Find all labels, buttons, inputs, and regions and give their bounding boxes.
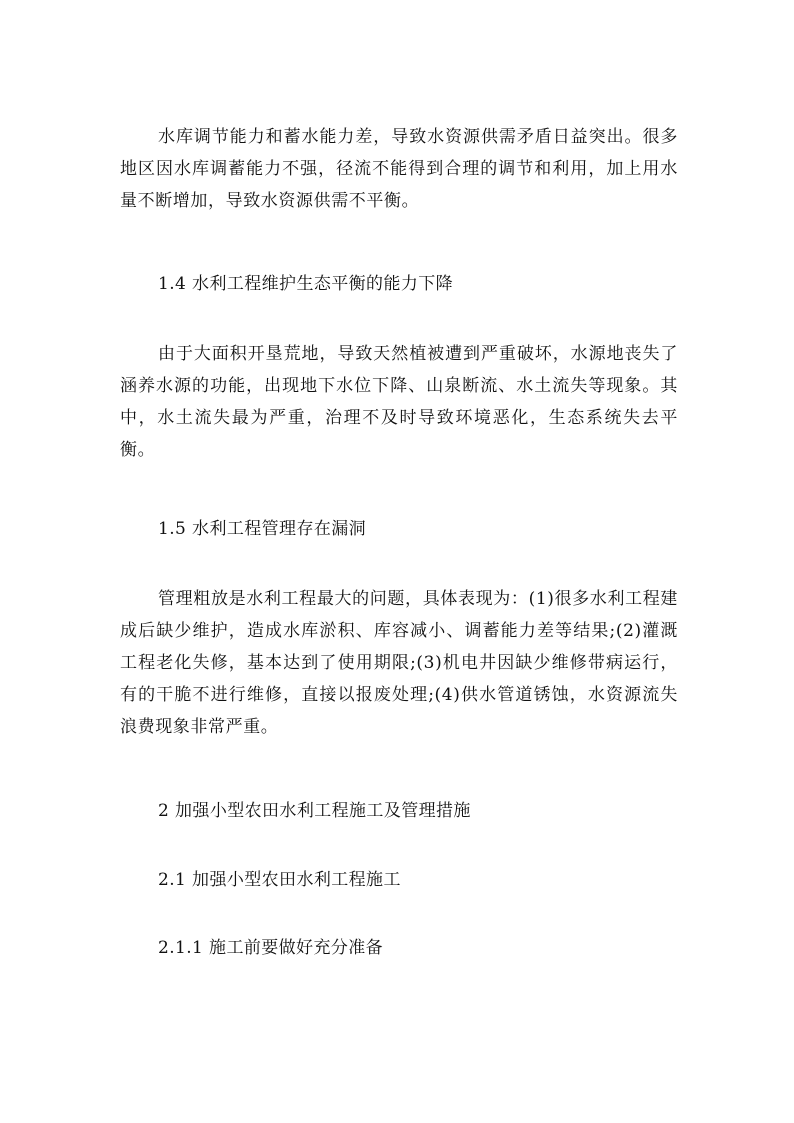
paragraph-ecological-balance: 由于大面积开垦荒地，导致天然植被遭到严重破坏，水源地丧失了涵养水源的功能，出现地下水位下降、山泉断流、水土流失等现象。其中，水土流失最为严重，治理不及时导致环境恶化，生态系统失去平衡。 [120,344,678,460]
heading-1-5: 1.5 水利工程管理存在漏洞 [158,519,367,539]
paragraph-reservoir-capacity: 水库调节能力和蓄水能力差，导致水资源供需矛盾日益突出。很多地区因水库调蓄能力不强，径流不能得到合理的调节和利用，加上用水量不断增加，导致水资源供需不平衡。 [120,127,678,211]
heading-2: 2 加强小型农田水利工程施工及管理措施 [158,801,471,821]
heading-1-4: 1.4 水利工程维护生态平衡的能力下降 [158,274,454,294]
heading-2-1-1: 2.1.1 施工前要做好充分准备 [158,938,384,958]
paragraph-management-loopholes: 管理粗放是水利工程最大的问题，具体表现为：(1)很多水利工程建成后缺少维护，造成水库淤积、库容减小、调蓄能力差等结果;(2)灌溉工程老化失修，基本达到了使用期限;(3)机电井因缺少维修带病运行，有的干脆不进行维修，直接以报废处理;(4)供水管道锈蚀，水资源流失浪费现象非常严重。 [120,589,678,737]
heading-2-1: 2.1 加强小型农田水利工程施工 [158,870,401,890]
